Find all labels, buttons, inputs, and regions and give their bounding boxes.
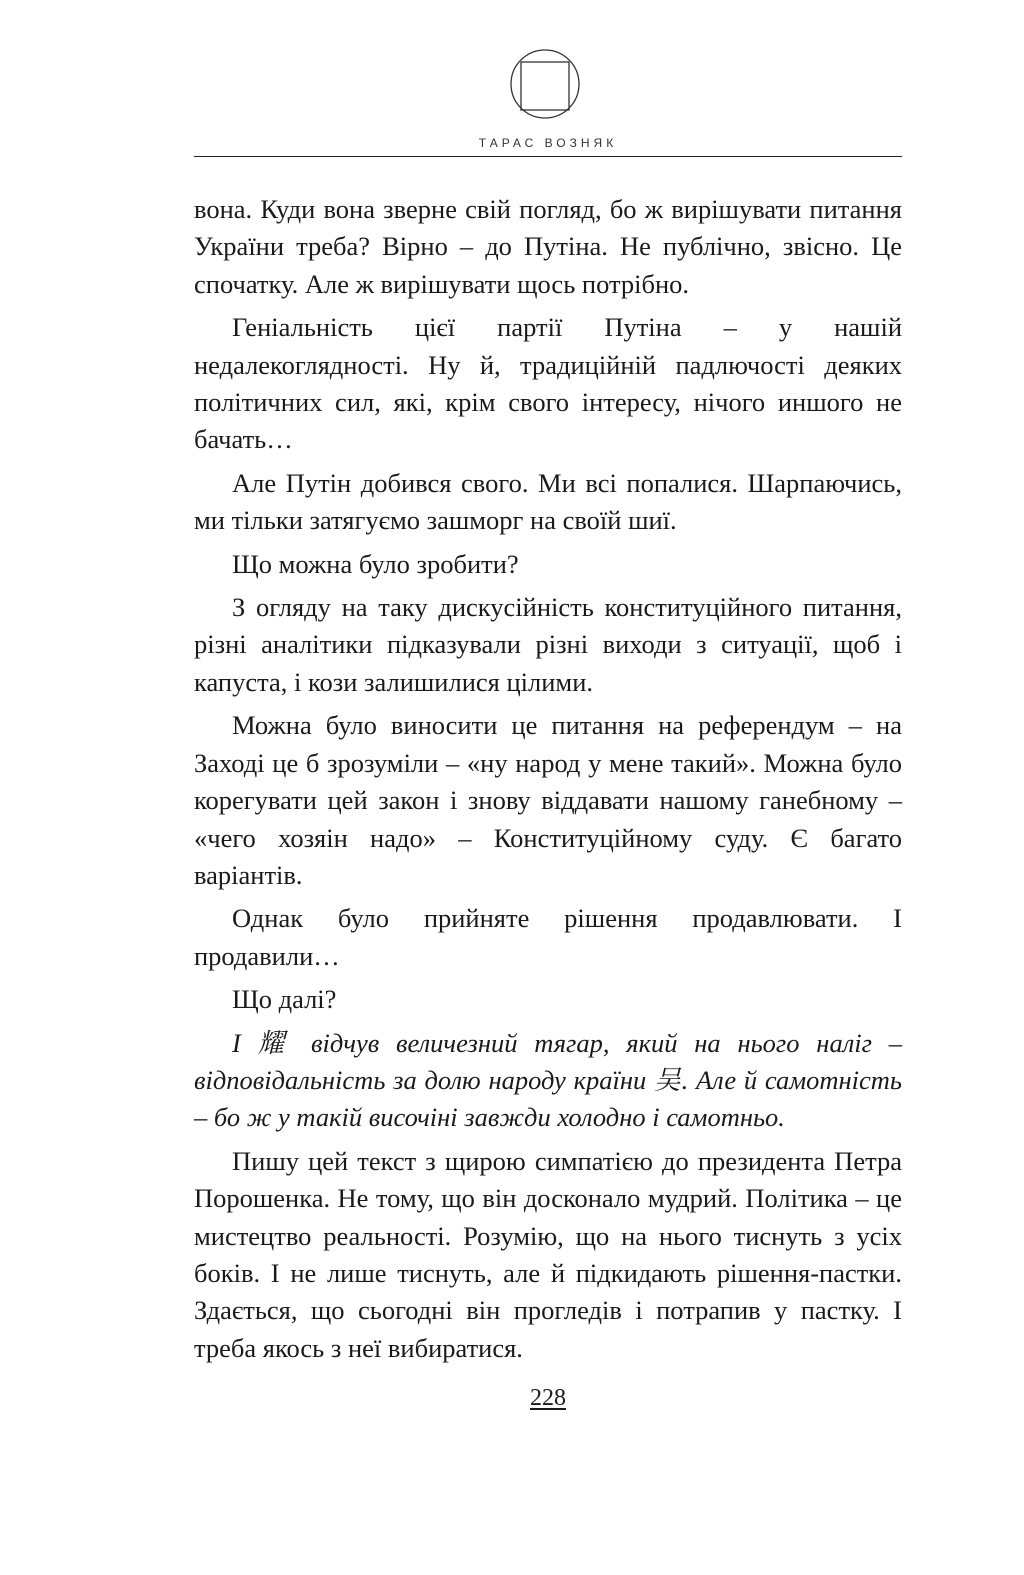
body-text [194,191,902,1367]
italic-paragraph: І 耀 відчув величезний тягар, який на нього наліг – відповідальність за долю народу країни 吴. Але й самотність – бо ж у такій височіні завжди холодно і самотньо. [194,1027,902,1133]
paragraph: Однак було прийняте рішення продавлювати. І продавили… [194,903,902,971]
running-header-author: ТАРАС ВОЗНЯК [478,136,618,150]
circle-square-emblem-icon [509,48,581,120]
paragraph: Що можна було зробити? [232,548,519,579]
page-number: 228 [530,1385,566,1411]
paragraph: Геніальність цієї партії Путіна – у нашій недалекоглядності. Ну й, традиційній падлючості деяких політичних сил, які, крім свого інтересу, нічого иншого не бачать… [194,312,902,455]
paragraph: З огляду на таку дискусійність конституційного питання, різні аналітики підказували різні виходи з ситуації, щоб і капуста, і кози залишилися цілими. [194,592,902,697]
paragraph: Що далі? [232,984,337,1015]
header-rule [194,156,902,157]
paragraph: вона. Куди вона зверне свій погляд, бо ж вирішувати питання України треба? Вірно – до Путіна. Не публічно, звісно. Це спочатку. Але ж вирішувати щось потрібно. [194,194,902,299]
paragraph: Можна було виносити це питання на референдум – на Заході це б зрозуміли – «ну народ у мене такий». Можна було корегувати цей закон і знову віддавати нашому ганебному – «чего хозяін надо» – Конституційному суду. Є багато варіантів. [194,710,902,890]
paragraph: Але Путін добився свого. Ми всі попалися. Шарпаючись, ми тільки затягуємо зашморг на своїй шиї. [194,467,902,536]
paragraph: Пишу цей текст з щирою симпатією до президента Петра Порошенка. Не тому, що він досконало мудрий. Політика – це мистецтво реальності. Розумію, що на нього тиснуть з усіх боків. І не лише тиснуть, але й підкидають рішення-пастки. Здається, що сьогодні він прогледів і потрапив у пастку. І треба якось з неї вибиратися. [194,1145,902,1363]
